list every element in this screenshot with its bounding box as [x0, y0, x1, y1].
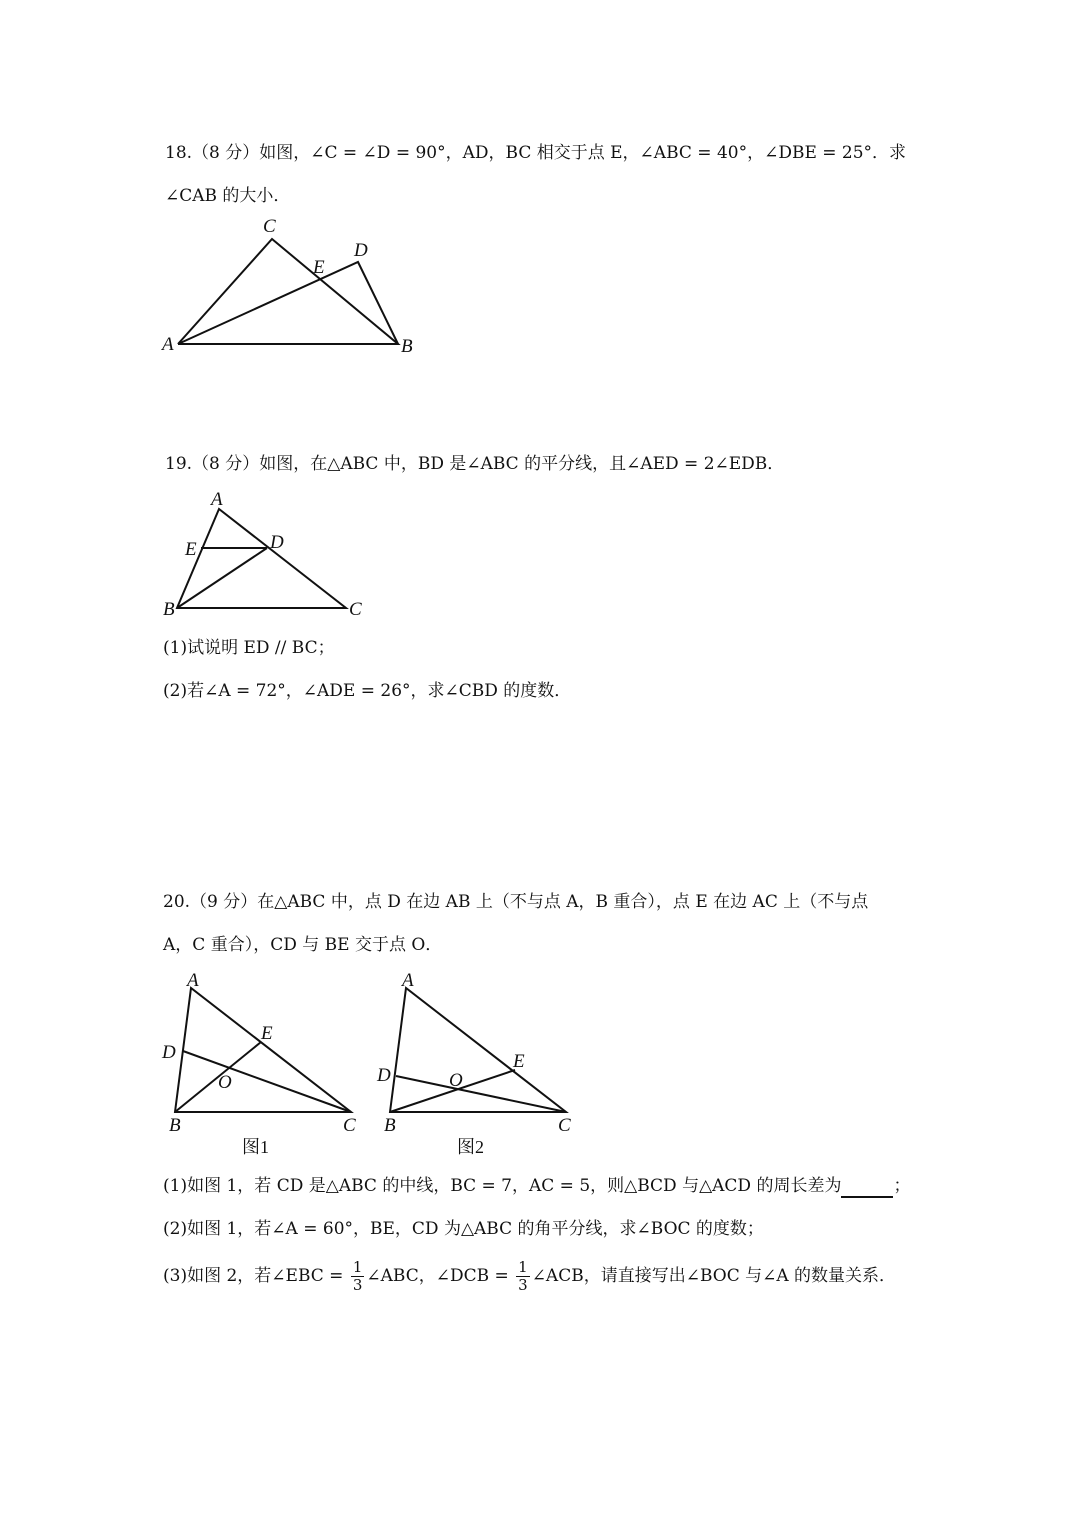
q20f2-caption: 图2 — [457, 1137, 484, 1157]
q18-label-e: E — [313, 257, 325, 278]
q20-part3-c: ∠ACB，请直接写出∠BOC 与∠A 的数量关系． — [531, 1266, 897, 1286]
q20-part1-end: ； — [893, 1176, 911, 1196]
q19-label-e: E — [185, 539, 197, 560]
q19-figure — [155, 485, 385, 620]
q18-line1: 18.（8 分）如图，∠C = ∠D = 90°，AD，BC 相交于点 E，∠ABC = 40°，∠DBE = 25°．求 — [165, 143, 907, 163]
q20f1-label-c: C — [343, 1115, 356, 1136]
q19-part1: (1)试说明 ED // BC； — [163, 638, 335, 658]
q18-label-b: B — [401, 336, 413, 357]
fraction-numerator: 1 — [352, 1258, 363, 1276]
q20-figure-2 — [370, 965, 590, 1160]
q19-line1: 19.（8 分）如图，在△ABC 中，BD 是∠ABC 的平分线，且∠AED = 2∠EDB． — [165, 454, 785, 474]
q20f1-label-a: A — [187, 970, 199, 991]
q19-label-a: A — [211, 489, 223, 510]
q18-path-adb — [178, 262, 398, 344]
fraction-denominator: 3 — [352, 1276, 363, 1294]
q18-label-d: D — [354, 240, 368, 261]
q18-line2: ∠CAB 的大小． — [165, 186, 291, 206]
q20-part1-text: (1)如图 1，若 CD 是△ABC 的中线，BC = 7，AC = 5，则△BCD 与△ACD 的周长差为 — [163, 1176, 842, 1196]
q20f1-label-e: E — [261, 1023, 273, 1044]
q19-label-d: D — [270, 532, 284, 553]
q20-part2: (2)如图 1，若∠A = 60°，BE，CD 为△ABC 的角平分线，求∠BOC 的度数； — [163, 1219, 764, 1239]
q20-part3-fraction-1 — [351, 1259, 365, 1294]
q20f1-label-d: D — [162, 1042, 176, 1063]
fraction-numerator: 1 — [518, 1258, 528, 1276]
q20-part3-fraction-2 — [516, 1259, 530, 1294]
q20-part1 — [163, 1174, 910, 1198]
q20-line1: 20.（9 分）在△ABC 中，点 D 在边 AB 上（不与点 A，B 重合），点 E 在边 AC 上（不与点 — [163, 892, 869, 912]
q19-label-b: B — [163, 599, 175, 620]
q20-part3 — [163, 1257, 896, 1295]
q20f2-label-o: O — [449, 1070, 463, 1091]
q20-line2: A，C 重合），CD 与 BE 交于点 O． — [163, 935, 443, 955]
q20f1-triangle-abc — [175, 988, 351, 1112]
q20f2-label-c: C — [558, 1115, 571, 1136]
q20f2-label-d: D — [377, 1065, 391, 1086]
q20f1-segment-cd — [183, 1051, 351, 1112]
q19-label-c: C — [349, 599, 362, 620]
q18-figure — [150, 210, 440, 370]
q20-figure-1 — [155, 965, 375, 1160]
q20-answer-blank — [841, 1178, 893, 1198]
q20f1-label-o: O — [218, 1072, 232, 1093]
q18-label-a: A — [162, 334, 174, 355]
q20f1-label-b: B — [169, 1115, 181, 1136]
fraction-denominator: 3 — [518, 1276, 528, 1294]
q20f2-label-a: A — [402, 970, 414, 991]
q20f2-label-b: B — [384, 1115, 396, 1136]
q19-part2: (2)若∠A = 72°，∠ADE = 26°，求∠CBD 的度数． — [163, 681, 572, 701]
q20-part3-a: (3)如图 2，若∠EBC = — [163, 1266, 344, 1286]
q20f1-caption: 图1 — [242, 1137, 269, 1157]
q20-part3-b: ∠ABC，∠DCB = — [366, 1266, 509, 1286]
q18-label-c: C — [263, 216, 276, 237]
q20f2-label-e: E — [513, 1051, 525, 1072]
q19-triangle-abc — [177, 509, 346, 608]
